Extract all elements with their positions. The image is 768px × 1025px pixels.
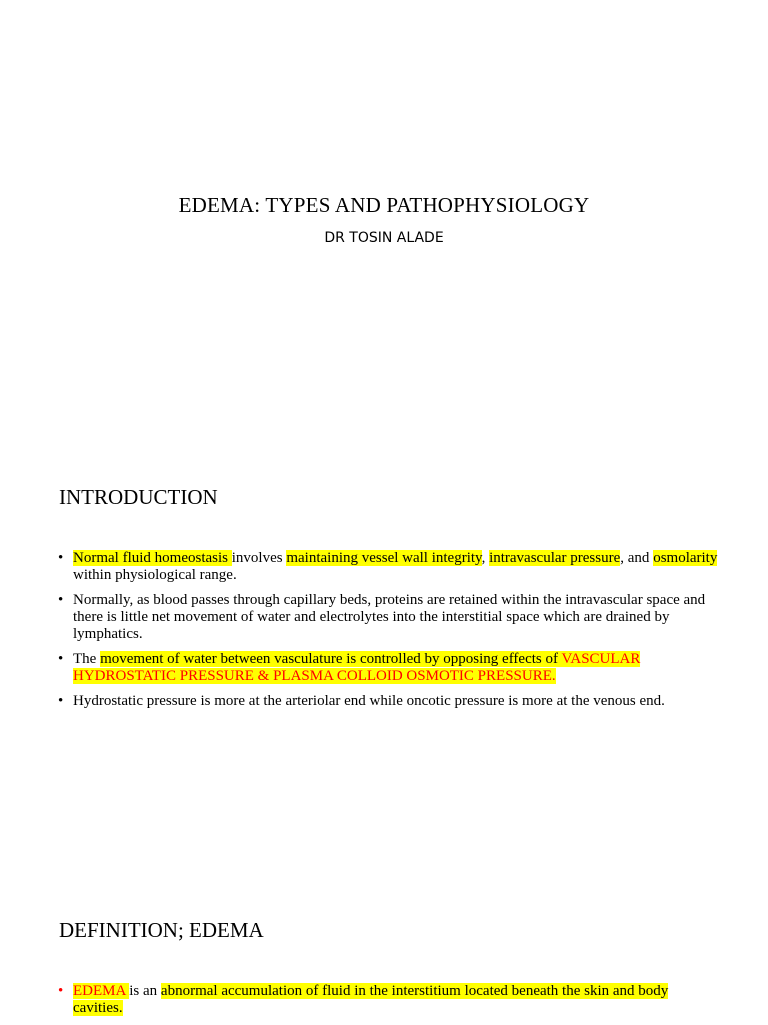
body-text: is an bbox=[129, 983, 161, 999]
presentation-title: EDEMA: TYPES AND PATHOPHYSIOLOGY bbox=[178, 193, 590, 217]
highlighted-text: abnormal accumulation of fluid in the interstitium located beneath the skin and body cavities. bbox=[73, 983, 669, 1016]
body-text: , and bbox=[620, 550, 654, 566]
bullet-icon: • bbox=[58, 550, 64, 566]
highlighted-red-text: VASCULAR HYDROSTATIC PRESSURE & PLASMA COLLOID OSMOTIC PRESSURE. bbox=[73, 651, 641, 684]
highlighted-text: maintaining vessel wall integrity bbox=[286, 550, 482, 566]
body-text: involves bbox=[231, 550, 287, 566]
list-item bbox=[58, 592, 718, 643]
definition-heading: DEFINITION; EDEMA bbox=[59, 918, 264, 942]
title-slide bbox=[0, 0, 768, 433]
body-text: The bbox=[73, 651, 101, 667]
introduction-bullet-list bbox=[58, 550, 718, 718]
highlighted-text: movement of water between vasculature is controlled by opposing effects of bbox=[100, 651, 562, 667]
bullet-icon: • bbox=[58, 983, 64, 999]
body-text: , bbox=[481, 550, 490, 566]
introduction-heading: INTRODUCTION bbox=[59, 485, 218, 509]
list-item bbox=[58, 550, 718, 584]
bullet-icon: • bbox=[58, 651, 64, 667]
body-text: Normally, as blood passes through capillary beds, proteins are retained within the intravascular space and there is little net movement of water and electrolytes into the interstitial space which are drained by lymphatics. bbox=[73, 592, 706, 642]
definition-bullet-list bbox=[58, 983, 718, 1025]
list-item bbox=[58, 983, 718, 1017]
author-name: DR TOSIN ALADE bbox=[324, 230, 444, 246]
highlighted-text: intravascular pressure bbox=[489, 550, 621, 566]
bullet-icon: • bbox=[58, 592, 64, 608]
body-text: within physiological range. bbox=[73, 567, 237, 583]
bullet-icon: • bbox=[58, 693, 64, 709]
highlighted-text: osmolarity bbox=[653, 550, 718, 566]
list-item bbox=[58, 651, 718, 685]
highlighted-red-text: EDEMA bbox=[73, 983, 130, 999]
highlighted-text: Normal fluid homeostasis bbox=[73, 550, 232, 566]
body-text: Hydrostatic pressure is more at the arteriolar end while oncotic pressure is more at the venous end. bbox=[73, 693, 665, 709]
list-item bbox=[58, 693, 718, 710]
